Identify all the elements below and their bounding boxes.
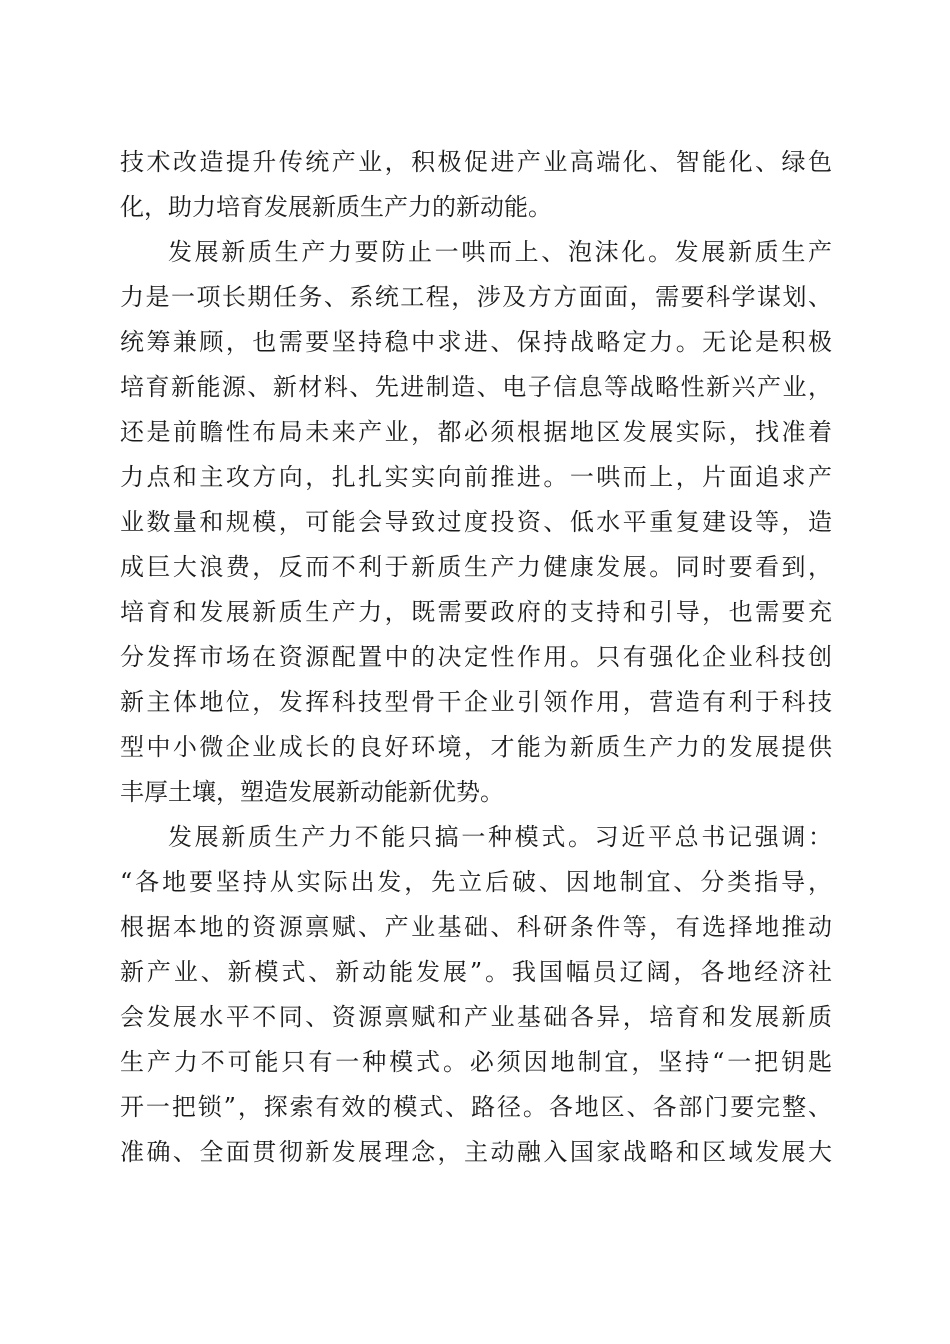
text-line: 还是前瞻性布局未来产业，都必须根据地区发展实际，找准着	[120, 418, 832, 446]
text-line: 力是一项长期任务、系统工程，涉及方方面面，需要科学谋划、	[120, 283, 832, 311]
text-line: 化，助力培育发展新质生产力的新动能。	[120, 193, 552, 221]
text-line: “各地要坚持从实际出发，先立后破、因地制宜、分类指导，	[120, 868, 832, 896]
text-line: 力点和主攻方向，扎扎实实向前推进。一哄而上，片面追求产	[120, 463, 832, 491]
text-line: 成巨大浪费，反而不利于新质生产力健康发展。同时要看到，	[120, 553, 832, 581]
paragraph-2	[120, 230, 832, 815]
text-line: 根据本地的资源禀赋、产业基础、科研条件等，有选择地推动	[120, 913, 832, 941]
text-line: 发展新质生产力不能只搞一种模式。习近平总书记强调：	[168, 823, 832, 851]
text-line: 会发展水平不同、资源禀赋和产业基础各异，培育和发展新质	[120, 1003, 832, 1031]
text-line: 分发挥市场在资源配置中的决定性作用。只有强化企业科技创	[120, 643, 832, 671]
text-line: 生产力不可能只有一种模式。必须因地制宜，坚持“一把钥匙	[120, 1048, 832, 1076]
text-line: 新主体地位，发挥科技型骨干企业引领作用，营造有利于科技	[120, 688, 832, 716]
text-line: 培育和发展新质生产力，既需要政府的支持和引导，也需要充	[120, 598, 832, 626]
text-line: 准确、全面贯彻新发展理念，主动融入国家战略和区域发展大	[120, 1138, 832, 1166]
paragraph-3	[120, 815, 832, 1175]
text-line: 发展新质生产力要防止一哄而上、泡沫化。发展新质生产	[168, 238, 832, 266]
text-line: 开一把锁”，探索有效的模式、路径。各地区、各部门要完整、	[120, 1093, 832, 1121]
text-line: 新产业、新模式、新动能发展”。我国幅员辽阔，各地经济社	[120, 958, 832, 986]
text-line: 业数量和规模，可能会导致过度投资、低水平重复建设等，造	[120, 508, 832, 536]
paragraph-1	[120, 140, 832, 230]
text-line: 技术改造提升传统产业，积极促进产业高端化、智能化、绿色	[120, 148, 832, 176]
text-line: 丰厚土壤，塑造发展新动能新优势。	[120, 778, 504, 806]
text-line: 培育新能源、新材料、先进制造、电子信息等战略性新兴产业，	[120, 373, 832, 401]
text-line: 统筹兼顾，也需要坚持稳中求进、保持战略定力。无论是积极	[120, 328, 832, 356]
text-line: 型中小微企业成长的良好环境，才能为新质生产力的发展提供	[120, 733, 832, 761]
document-body	[120, 140, 832, 1175]
